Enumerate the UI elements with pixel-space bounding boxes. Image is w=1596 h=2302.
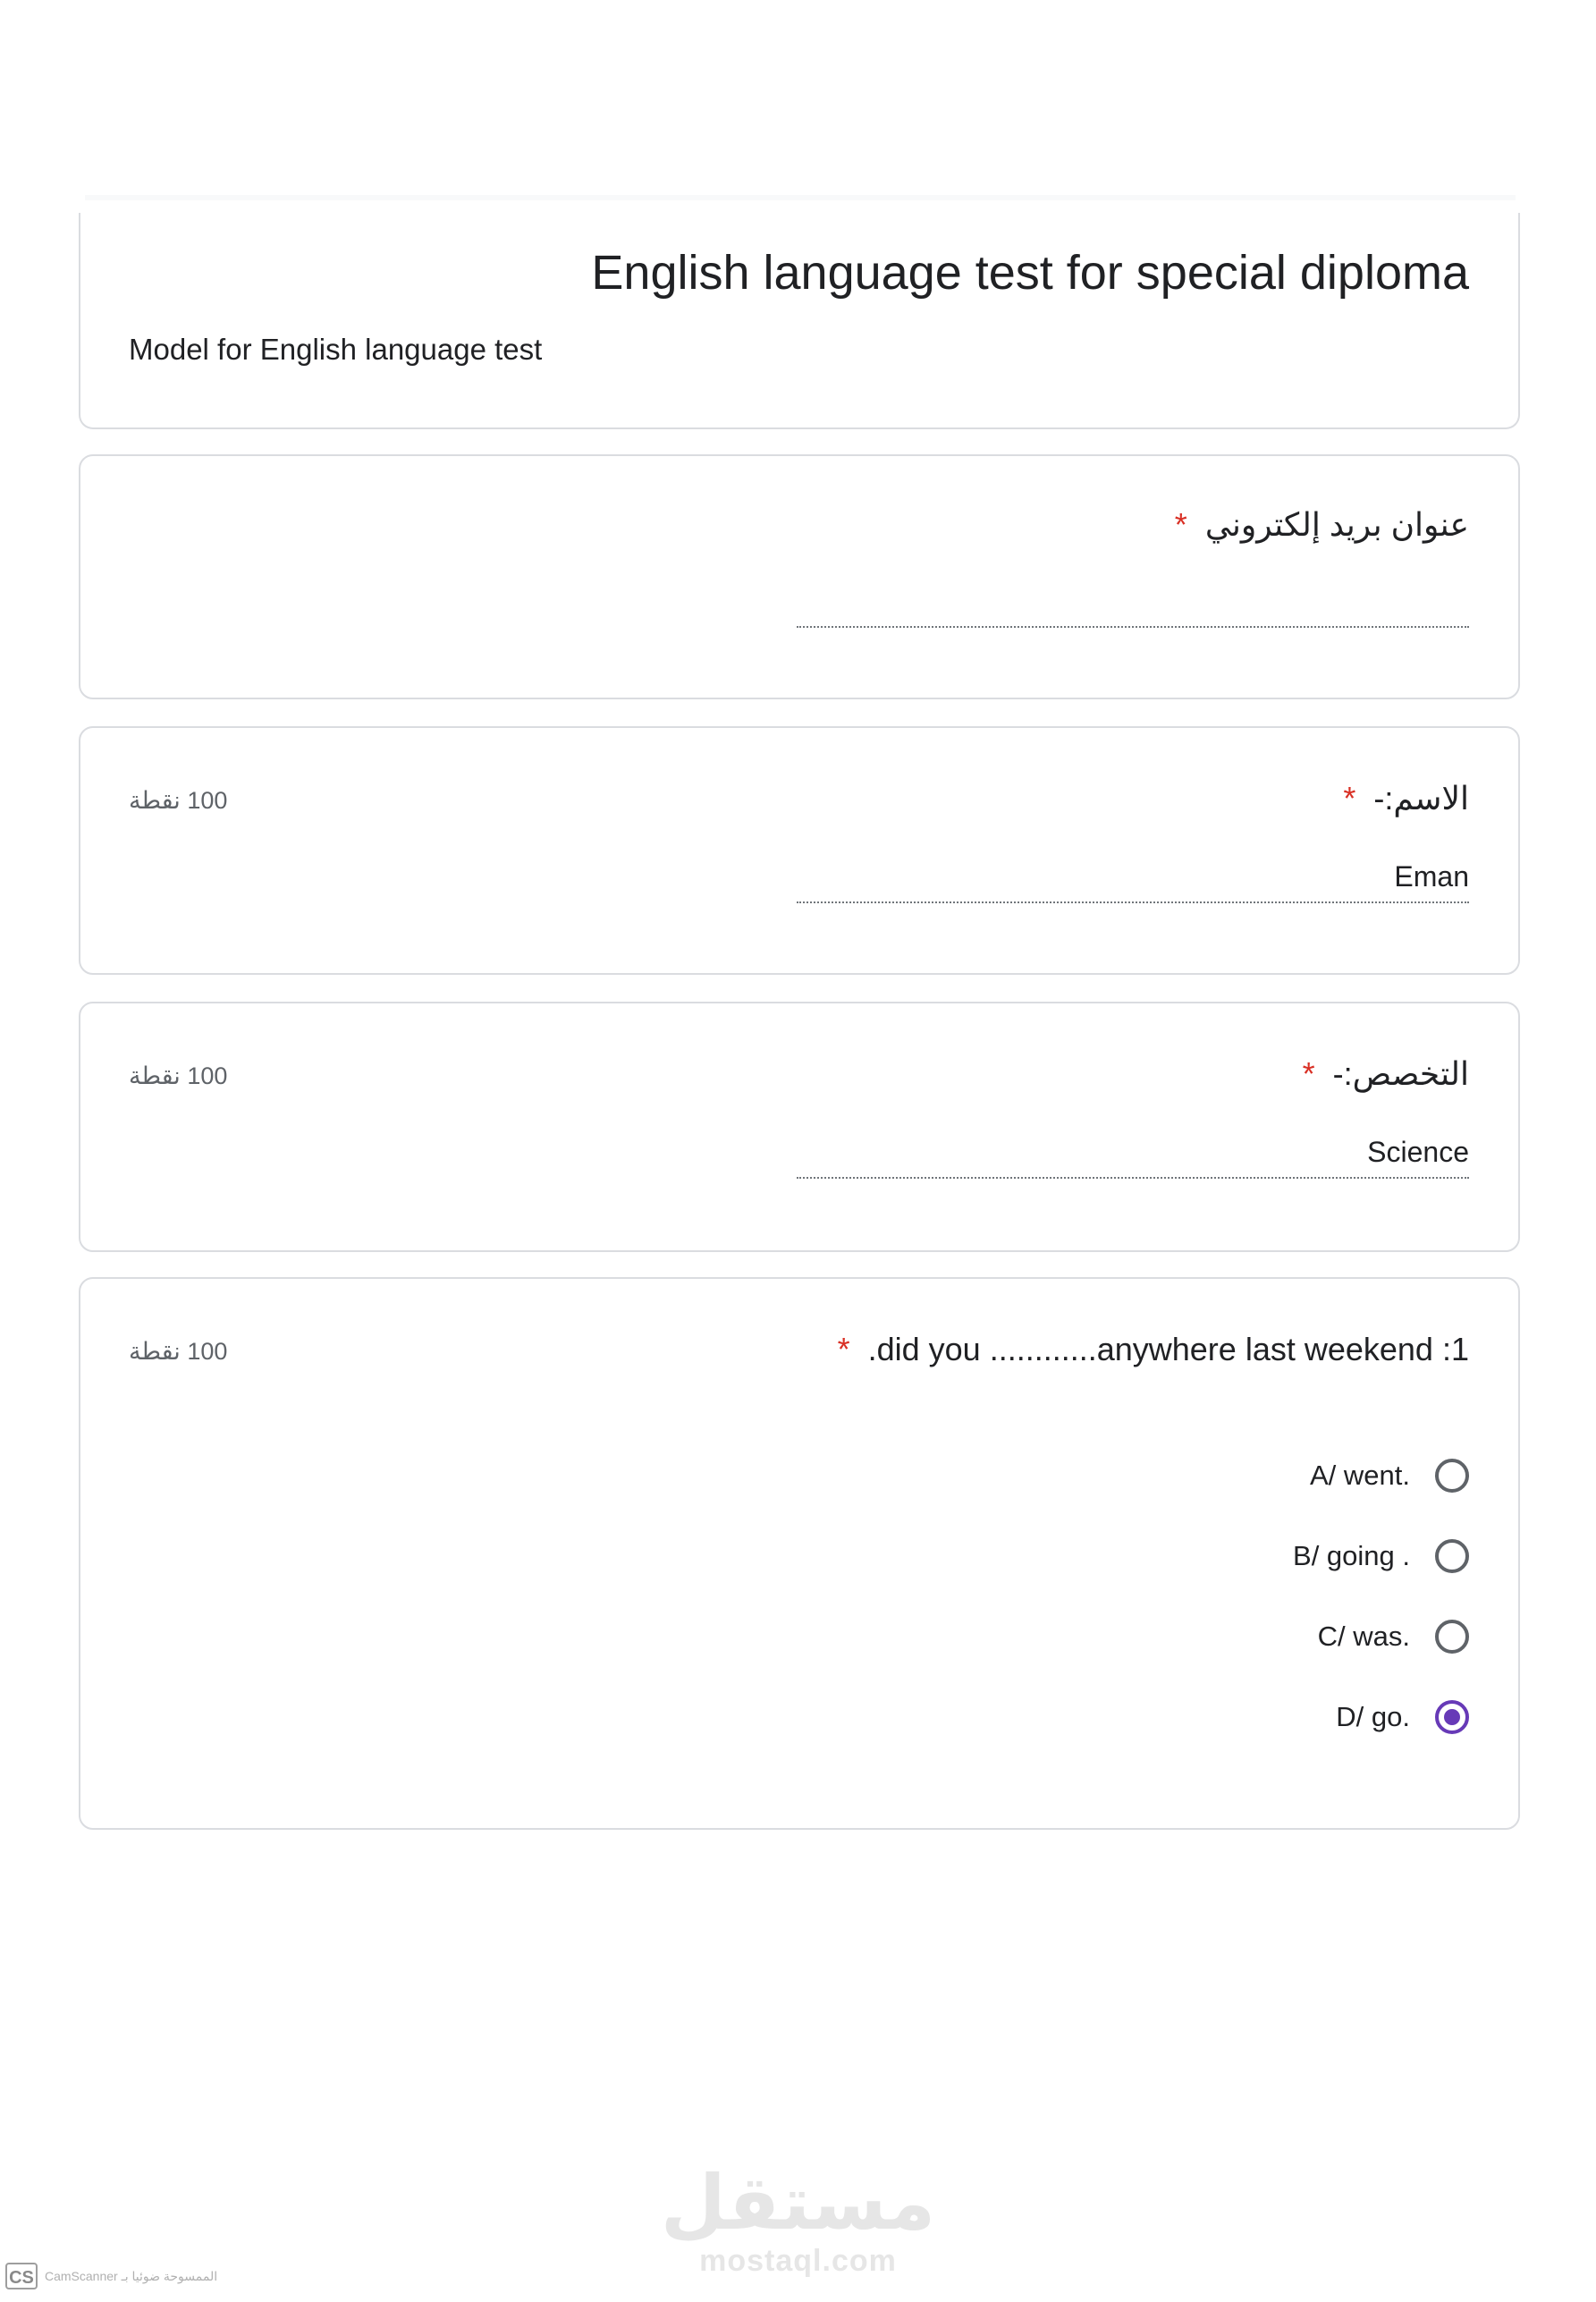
option-b[interactable] xyxy=(1293,1535,1469,1578)
option-c[interactable] xyxy=(1318,1615,1469,1658)
email-input[interactable] xyxy=(797,626,1469,628)
question-card-major xyxy=(79,1002,1520,1252)
option-a[interactable] xyxy=(1310,1454,1469,1497)
question-title-email xyxy=(1175,506,1469,544)
camscanner-caption: CamScanner الممسوحة ضوئيا بـ xyxy=(45,2268,218,2283)
required-asterisk: * xyxy=(1174,506,1187,543)
watermark-arabic: مستقل xyxy=(660,2161,936,2245)
mostaql-watermark xyxy=(0,2162,1596,2279)
question-title-q1 xyxy=(838,1331,1469,1368)
question-card-name xyxy=(79,726,1520,975)
name-answer-value: Eman xyxy=(1394,860,1469,893)
form-title: English language test for special diploma xyxy=(591,246,1469,300)
major-input[interactable] xyxy=(797,1177,1469,1179)
radio-checked-icon[interactable] xyxy=(1435,1700,1469,1734)
camscanner-logo-icon: CS xyxy=(5,2263,38,2289)
question-label: التخصص:- xyxy=(1332,1055,1469,1092)
points-badge: 100 نقطة xyxy=(129,1338,228,1365)
form-description: Model for English language test xyxy=(129,333,543,366)
question-card-q1 xyxy=(79,1277,1520,1830)
major-answer-value: Science xyxy=(1367,1136,1469,1168)
points-badge: 100 نقطة xyxy=(129,787,228,814)
required-asterisk: * xyxy=(1302,1055,1315,1092)
option-d[interactable] xyxy=(1336,1696,1469,1739)
question-label: الاسم:- xyxy=(1373,780,1469,817)
radio-unchecked-icon[interactable] xyxy=(1435,1620,1469,1654)
option-label: D/ go. xyxy=(1336,1701,1410,1732)
question-label: 1: did you ............anywhere last weekend. xyxy=(867,1331,1469,1367)
option-label: A/ went. xyxy=(1310,1460,1410,1491)
radio-unchecked-icon[interactable] xyxy=(1435,1459,1469,1493)
option-label: C/ was. xyxy=(1317,1621,1410,1652)
radio-unchecked-icon[interactable] xyxy=(1435,1539,1469,1573)
question-title-name xyxy=(1343,780,1469,817)
question-card-email xyxy=(79,454,1520,699)
form-top-strip xyxy=(85,195,1516,200)
form-header-card xyxy=(79,213,1520,429)
watermark-latin: mostaql.com xyxy=(699,2244,897,2278)
required-asterisk: * xyxy=(1343,780,1356,817)
name-input[interactable] xyxy=(797,901,1469,903)
points-badge: 100 نقطة xyxy=(129,1062,228,1089)
option-label: B/ going . xyxy=(1293,1540,1410,1571)
question-title-major xyxy=(1303,1055,1469,1093)
required-asterisk: * xyxy=(837,1331,850,1367)
camscanner-footer xyxy=(5,2263,217,2289)
question-label: عنوان بريد إلكتروني xyxy=(1204,506,1469,543)
